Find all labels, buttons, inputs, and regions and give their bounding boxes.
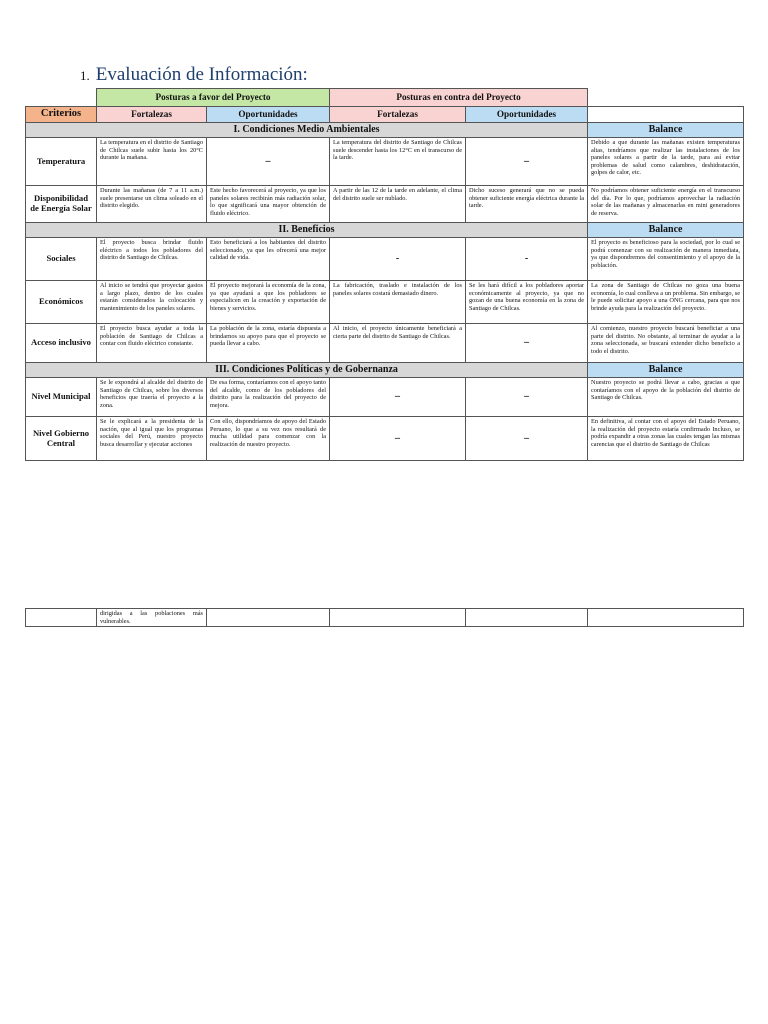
criterion-row: [26, 138, 744, 186]
cell-con-fortalezas: –: [330, 378, 466, 417]
header-blank-balance-2: [588, 107, 744, 123]
continuation-row: [26, 609, 744, 627]
cell-con-oportunidades: Se les hará difícil a los pobladores aportar económicamente al proyecto, ya que no gozan de una buena economía en la zona de Santiago de Chilcas.: [466, 281, 588, 324]
continuation-criterio: [26, 609, 97, 627]
continuation-fav-fortalezas: dirigidas a las poblaciones más vulnerables.: [97, 609, 207, 627]
cell-fav-fortalezas: Se le expondrá al alcalde del distrito de Santiago de Chilcas, sobre los diversos beneficios que traería el proyecto a la zona.: [97, 378, 207, 417]
cell-balance: En definitiva, al contar con el apoyo del Estado Peruano, la realización del proyecto estaría confirmado Incluso, se podría expandir a otras zonas las cuales tengan las mismas carencias que el distrito de Santiago de Chilcas: [588, 417, 744, 461]
cell-fav-fortalezas: El proyecto busca brindar fluido eléctrico a todos los pobladores del distrito de Santiago de Chilcas.: [97, 238, 207, 281]
cell-balance: No podríamos obtener suficiente energía en el transcurso del día. Por lo que, podríamos aprovechar la radiación solar de las mañanas y almacenarlas en mini generadores de reserva.: [588, 186, 744, 223]
criterion-label: Nivel Municipal: [26, 378, 97, 417]
header-contra: Posturas en contra del Proyecto: [330, 89, 588, 107]
cell-con-fortalezas: -: [330, 238, 466, 281]
section-balance-label: Balance: [588, 363, 744, 378]
section-title: I. Condiciones Medio Ambientales: [26, 123, 588, 138]
header-oportunidades-favor: Oportunidades: [207, 107, 330, 123]
header-row-postures: [26, 89, 744, 107]
criterion-row: [26, 238, 744, 281]
header-blank-balance: [588, 89, 744, 107]
cell-con-oportunidades: Dicho suceso generará que no se pueda obtener suficiente energía eléctrica durante la tarde.: [466, 186, 588, 223]
criterion-label: Temperatura: [26, 138, 97, 186]
cell-fav-fortalezas: El proyecto busca ayudar a toda la población de Santiago de Chilcas a contar con fluido eléctrico constante.: [97, 324, 207, 363]
cell-fav-oportunidades: –: [207, 138, 330, 186]
heading-title: Evaluación de Información:: [95, 64, 308, 85]
page-heading: [80, 64, 308, 86]
cell-con-fortalezas: La temperatura del distrito de Santiago de Chilcas suele descender hasta los 12°C en el transcurso de la tarde.: [330, 138, 466, 186]
criterion-row: [26, 417, 744, 461]
cell-con-fortalezas: Al inicio, el proyecto únicamente beneficiará a cierta parte del distrito de Santiago de Chilcas.: [330, 324, 466, 363]
header-blank-cell: [26, 89, 97, 107]
cell-balance: Nuestro proyecto se podrá llevar a cabo, gracias a que contaríamos con el apoyo de la población del distrito de Santiago de Chilcas.: [588, 378, 744, 417]
cell-con-oportunidades: –: [466, 417, 588, 461]
cell-fav-fortalezas: Durante las mañanas (de 7 a 11 a.m.) suele presentarse un clima soleado en el distrito elegido.: [97, 186, 207, 223]
cell-con-fortalezas: –: [330, 417, 466, 461]
cell-fav-oportunidades: Esto beneficiará a los habitantes del distrito seleccionado, ya que les ofrecerá una mejor calidad de vida.: [207, 238, 330, 281]
cell-con-oportunidades: –: [466, 378, 588, 417]
section-row: [26, 123, 744, 138]
section-balance-label: Balance: [588, 223, 744, 238]
criterion-label: Disponibilidad de Energía Solar: [26, 186, 97, 223]
cell-fav-oportunidades: La población de la zona, estaría dispuesta a brindarnos su apoyo para que el proyecto se pueda llevar a cabo.: [207, 324, 330, 363]
section-balance-label: Balance: [588, 123, 744, 138]
header-fortalezas-favor: Fortalezas: [97, 107, 207, 123]
section-title: III. Condiciones Políticas y de Gobernanza: [26, 363, 588, 378]
cell-balance: El proyecto es beneficioso para la sociedad, por lo cual se podrá comenzar con su realización de manera inmediata, ya que dispondremos del consentimiento y el apoyo de la población.: [588, 238, 744, 281]
cell-con-oportunidades: -: [466, 238, 588, 281]
continuation-con-fortalezas: [330, 609, 466, 627]
criterion-row: [26, 324, 744, 363]
section-row: [26, 223, 744, 238]
cell-balance: Al comienzo, nuestro proyecto buscará beneficiar a una parte del distrito. No obstante, al terminar de ayudar a la zona seleccionada, se buscará extender dicho beneficio a todo el distrito.: [588, 324, 744, 363]
section-row: [26, 363, 744, 378]
cell-con-fortalezas: A partir de las 12 de la tarde en adelante, el clima del distrito suele ser nublado.: [330, 186, 466, 223]
continuation-table: [25, 608, 744, 627]
cell-fav-oportunidades: De esa forma, contaríamos con el apoyo tanto del alcalde, como de los pobladores del distrito para la realización del proyecto de mejora.: [207, 378, 330, 417]
header-oportunidades-contra: Oportunidades: [466, 107, 588, 123]
cell-fav-fortalezas: Al inicio se tendrá que proyectar gastos a largo plazo, dentro de los cuales estarán considerados la colocación y mantenimiento de los paneles solares.: [97, 281, 207, 324]
continuation-con-oportunidades: [466, 609, 588, 627]
section-title: II. Beneficios: [26, 223, 588, 238]
criterion-label: Nivel Gobierno Central: [26, 417, 97, 461]
cell-balance: La zona de Santiago de Chilcas no goza una buena economía, lo cual conlleva a un problema. Sin embargo, se le puede solicitar apoyo a una ONG cercana, para que nos brinde ayuda para la realización del proyecto.: [588, 281, 744, 324]
cell-con-oportunidades: –: [466, 324, 588, 363]
criterion-row: [26, 378, 744, 417]
cell-balance: Debido a que durante las mañanas existen temperaturas altas, tendríamos que realizar las instalaciones de los paneles solares a partir de la tarde, para así evitar problemas de salud como calambres, deshidratación, golpes de calor, etc.: [588, 138, 744, 186]
header-row-columns: [26, 107, 744, 123]
cell-con-fortalezas: La fabricación, traslado e instalación de los paneles solares costará demasiado dinero.: [330, 281, 466, 324]
evaluation-table: [25, 88, 744, 461]
header-criterios: Criterios: [26, 107, 97, 123]
criterion-row: [26, 186, 744, 223]
criterion-label: Sociales: [26, 238, 97, 281]
criterion-row: [26, 281, 744, 324]
cell-fav-fortalezas: Se le explicará a la presidenta de la nación, que al igual que los programas sociales del Perú, nuestro proyecto busca desarrollar y ejecutar acciones: [97, 417, 207, 461]
heading-number: 1.: [80, 68, 90, 83]
cell-fav-oportunidades: El proyecto mejorará la economía de la zona, ya que ayudará a que los pobladores se especialicen en la creación y exportación de bienes y servicios.: [207, 281, 330, 324]
continuation-fav-oportunidades: [207, 609, 330, 627]
continuation-balance: [588, 609, 744, 627]
cell-con-oportunidades: –: [466, 138, 588, 186]
criterion-label: Acceso inclusivo: [26, 324, 97, 363]
cell-fav-oportunidades: Con ello, dispondríamos de apoyo del Estado Peruano, lo que a su vez nos resultará de mucha utilidad para comenzar con la realización de nuestro proyecto.: [207, 417, 330, 461]
header-fortalezas-contra: Fortalezas: [330, 107, 466, 123]
criterion-label: Económicos: [26, 281, 97, 324]
header-favor: Posturas a favor del Proyecto: [97, 89, 330, 107]
cell-fav-fortalezas: La temperatura en el distrito de Santiago de Chilcas suele subir hasta los 20°C durante la mañana.: [97, 138, 207, 186]
cell-fav-oportunidades: Este hecho favorecerá al proyecto, ya que los paneles solares recibirán más radiación solar, lo que significará una mayor obtención de fluido eléctrico.: [207, 186, 330, 223]
